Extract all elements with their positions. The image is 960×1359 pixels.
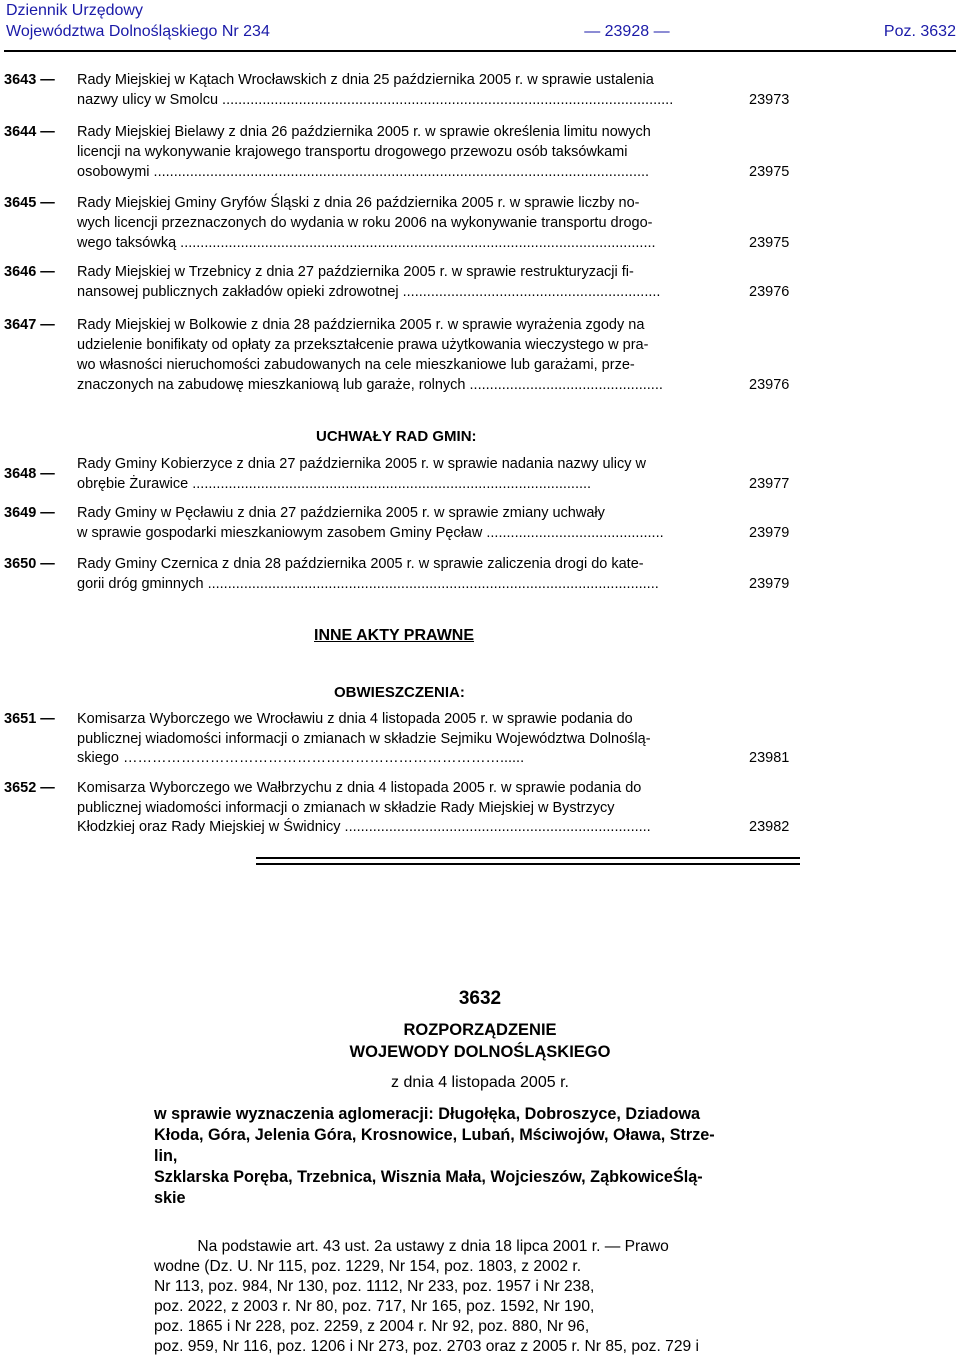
entry-line: w sprawie gospodarki mieszkaniowym zasobem Gminy Pęcław ............................................ [77,525,664,541]
entry-line: Rady Miejskiej Bielawy z dnia 26 października 2005 r. w sprawie określenia limitu nowych [77,124,651,140]
entry-number: 3651 — [4,711,55,727]
section-heading-gmin: UCHWAŁY RAD GMIN: [316,428,477,445]
entry-line: Rady Gminy w Pęcławiu z dnia 27 października 2005 r. w sprawie zmiany uchwały [77,505,605,521]
entry-line: wych licencji przeznaczonych do wydania w roku 2006 na wykonywanie transportu drogo- [77,215,653,231]
entry-text [77,454,739,494]
entry-line: nazwy ulicy w Smolcu ................................................................................................................ [77,92,674,108]
position-number: Poz. 3632 [883,23,956,40]
body-line: poz. 1865 i Nr 228, poz. 2259, z 2004 r. Nr 92, poz. 880, Nr 96, [154,1318,590,1335]
header-rule [4,50,956,52]
act-date: z dnia 4 listopada 2005 r. [391,1074,569,1091]
act-number: 3632 [458,988,502,1009]
entry-line: obrębie Żurawice ................................................................................................... [77,476,592,492]
section-heading-obwieszczenia: OBWIESZCZENIA: [334,684,465,701]
act-title [154,1104,806,1209]
act-issuer: WOJEWODY DOLNOŚLĄSKIEGO [349,1043,611,1061]
entry-line: znaczonych na zabudowę mieszkaniową lub garaże, rolnych ................................................ [77,377,663,393]
entry-line: osobowymi ........................................................................................................................... [77,164,650,180]
entry-text [77,315,739,395]
title-line: Kłoda, Góra, Jelenia Góra, Krosnowice, Lubań, Mściwojów, Oława, Strze- [154,1126,715,1144]
entry-line: gorii dróg gminnych ................................................................................................................ [77,576,659,592]
entry-line: Rady Miejskiej w Bolkowie z dnia 28 października 2005 r. w sprawie wyrażenia zgody na [77,317,645,333]
entry-number: 3648 — [4,466,55,482]
entry-number: 3652 — [4,780,55,796]
entry-line: Rady Miejskiej w Kątach Wrocławskich z dnia 25 października 2005 r. w sprawie ustalenia [77,72,654,88]
body-line: Na podstawie art. 43 ust. 2a ustawy z dnia 18 lipca 2001 r. — Prawo [154,1238,669,1255]
entry-line: wo własności nieruchomości zabudowanych na cele mieszkaniowe lub garażami, prze- [77,357,635,373]
entry-number: 3645 — [4,195,55,211]
entry-line: Kłodzkiej oraz Rady Miejskiej w Świdnicy ............................................................................ [77,819,651,835]
entry-line: publicznej wiadomości informacji o zmianach w składzie Rady Miejskiej w Bystrzycy [77,799,615,816]
entry-number: 3644 — [4,124,55,140]
entry-page: 23981 [749,750,790,766]
page-number: — 23928 — [584,23,670,40]
entry-line: Rady Miejskiej w Trzebnicy z dnia 27 października 2005 r. w sprawie restrukturyzacji fi- [77,264,634,280]
entry-text [77,70,739,110]
entry-page: 23976 [749,377,790,393]
entry-text [77,193,739,253]
double-rule-bottom [256,863,800,865]
entry-line: licencji na wykonywanie krajowego transportu drogowego przewozu osób taksówkami [77,144,628,160]
entry-line: nansowej publicznych zakładów opieki zdrowotnej ................................................................ [77,284,661,300]
entry-number: 3649 — [4,505,55,521]
journal-name: Dziennik Urzędowy [6,2,143,19]
entry-line: Rady Gminy Czernica z dnia 28 października 2005 r. w sprawie zaliczenia drogi do kate- [77,556,644,572]
entry-page: 23975 [749,164,790,180]
entry-line: udzielenie bonifikaty od opłaty za przekształcenie prawa użytkowania wieczystego w pra- [77,337,649,353]
entry-line: Rady Gminy Kobierzyce z dnia 27 października 2005 r. w sprawie nadania nazwy ulicy w [77,456,647,472]
entry-line: Komisarza Wyborczego we Wałbrzychu z dnia 4 listopada 2005 r. w sprawie podania do [77,780,642,796]
entry-number: 3646 — [4,264,55,280]
entry-page: 23977 [749,476,790,492]
entry-line: publicznej wiadomości informacji o zmianach w składzie Sejmiku Województwa Dolnoślą- [77,730,651,747]
title-line: Szklarska Poręba, Trzebnica, Wisznia Mała, Wojcieszów, ZąbkowiceŚlą- [154,1168,703,1186]
entry-page: 23973 [749,92,790,108]
entry-number: 3650 — [4,556,55,572]
entry-page: 23979 [749,576,790,592]
entry-text [77,262,739,302]
entry-text [77,554,739,594]
title-line: skie [154,1189,186,1207]
page-header [6,0,956,42]
entry-page: 23975 [749,235,790,251]
body-line: wodne (Dz. U. Nr 115, poz. 1229, Nr 154, poz. 1803, z 2002 r. [154,1258,582,1275]
entry-text [77,710,739,769]
entry-line: wego taksówką ...................................................................................................................... [77,235,656,251]
body-line: poz. 959, Nr 116, poz. 1206 i Nr 273, poz. 2703 oraz z 2005 r. Nr 85, poz. 729 i [154,1338,699,1355]
title-line: w sprawie wyznaczenia aglomeracji: Długołęka, Dobroszyce, Dziadowa [154,1105,701,1123]
section-heading-inne: INNE AKTY PRAWNE [314,627,475,644]
entry-number: 3647 — [4,317,55,333]
act-body [154,1237,806,1357]
entry-line: skiego ……………………………………………………………………...... [77,750,525,766]
title-line: lin, [154,1147,178,1165]
double-rule-top [256,857,800,859]
entry-text [77,122,739,182]
voivodeship-issue: Województwa Dolnośląskiego Nr 234 [6,23,270,40]
act-type: ROZPORZĄDZENIE [403,1021,557,1039]
entry-line: Komisarza Wyborczego we Wrocławiu z dnia 4 listopada 2005 r. w sprawie podania do [77,711,633,727]
entry-page: 23979 [749,525,790,541]
entry-line: Rady Miejskiej Gminy Gryfów Śląski z dnia 26 października 2005 r. w sprawie liczby no- [77,195,640,211]
entry-text [77,503,739,543]
entry-text [77,779,739,838]
entry-page: 23982 [749,819,790,835]
entry-number: 3643 — [4,72,55,88]
entry-page: 23976 [749,284,790,300]
body-line: Nr 113, poz. 984, Nr 130, poz. 1112, Nr 233, poz. 1957 i Nr 238, [154,1278,595,1295]
body-line: poz. 2022, z 2003 r. Nr 80, poz. 717, Nr 165, poz. 1592, Nr 190, [154,1298,595,1315]
